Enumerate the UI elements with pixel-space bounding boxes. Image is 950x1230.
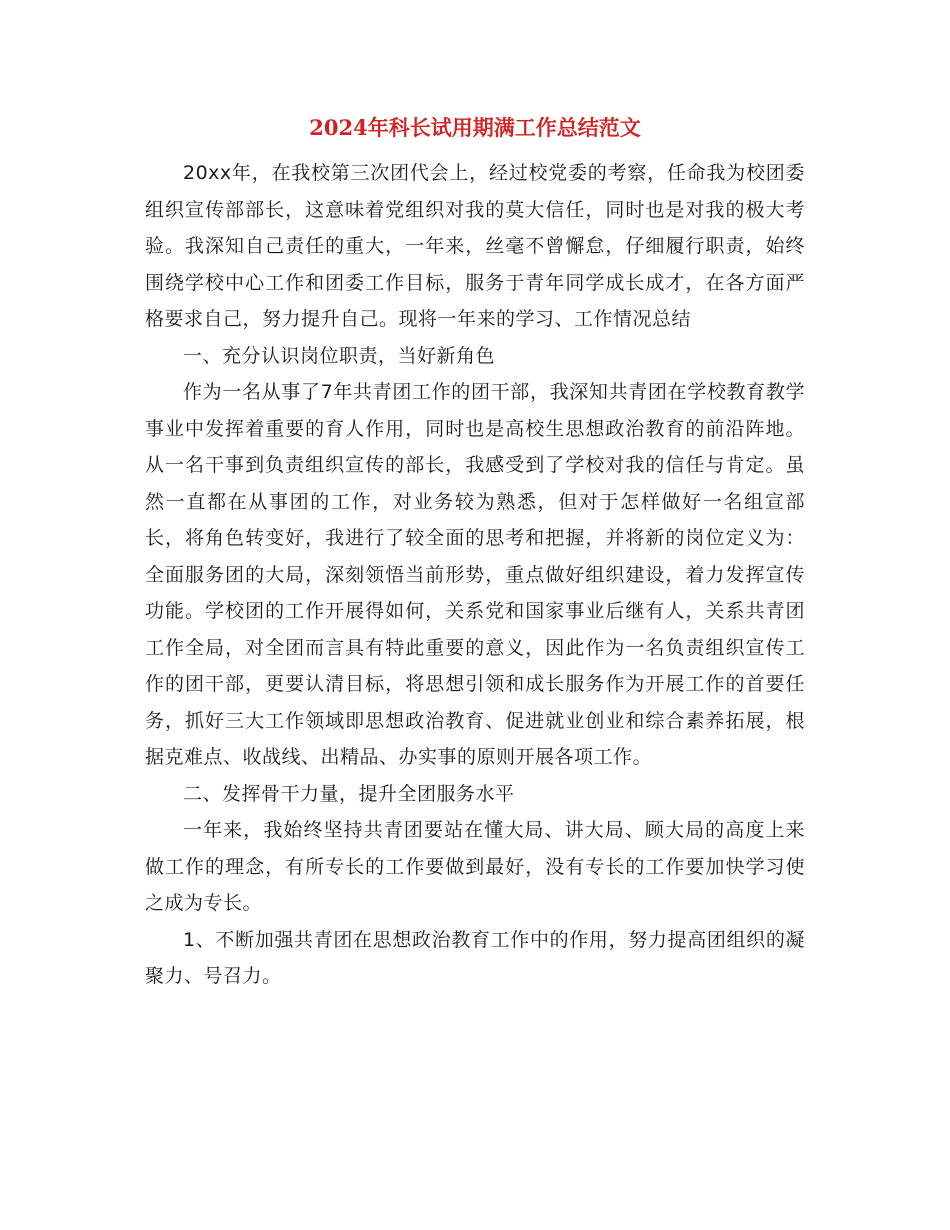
section-heading-1: 一、充分认识岗位职责，当好新角色 <box>183 344 496 367</box>
paragraph-item-1: 1、不断加强共青团在思想政治教育工作中的作用，努力提高团组织的凝聚力、号召力。 <box>145 928 805 987</box>
document-body <box>145 155 805 995</box>
section-heading-2: 二、发挥骨干力量，提升全团服务水平 <box>183 782 515 805</box>
paragraph-section-2: 一年来，我始终坚持共青团要站在懂大局、讲大局、顾大局的高度上来做工作的理念，有所专长的工作要做到最好，没有专长的工作要加快学习使之成为专长。 <box>145 819 805 914</box>
paragraph-intro: 20xx年，在我校第三次团代会上，经过校党委的考察，任命我为校团委组织宣传部部长，这意味着党组织对我的莫大信任，同时也是对我的极大考验。我深知自己责任的重大，一年来，丝毫不曾懈怠，仔细履行职责，始终围绕学校中心工作和团委工作目标，服务于青年同学成长成才，在各方面严格要求自己，努力提升自己。现将一年来的学习、工作情况总结 <box>145 162 805 330</box>
paragraph-section-1: 作为一名从事了7年共青团工作的团干部，我深知共青团在学校教育教学事业中发挥着重要的育人作用，同时也是高校生思想政治教育的前沿阵地。从一名干事到负责组织宣传的部长，我感受到了学校对我的信任与肯定。虽然一直都在从事团的工作，对业务较为熟悉，但对于怎样做好一名组宣部长，将角色转变好，我进行了较全面的思考和把握，并将新的岗位定义为：全面服务团的大局，深刻领悟当前形势，重点做好组织建设，着力发挥宣传功能。学校团的工作开展得如何，关系党和国家事业后继有人，关系共青团工作全局，对全团而言具有特此重要的意义，因此作为一名负责组织宣传工作的团干部，更要认清目标，将思想引领和成长服务作为开展工作的首要任务，抓好三大工作领域即思想政治教育、促进就业创业和综合素养拓展，根据克难点、收战线、出精品、办实事的原则开展各项工作。 <box>145 381 805 768</box>
document-title: 2024年科长试用期满工作总结范文 <box>309 115 641 140</box>
